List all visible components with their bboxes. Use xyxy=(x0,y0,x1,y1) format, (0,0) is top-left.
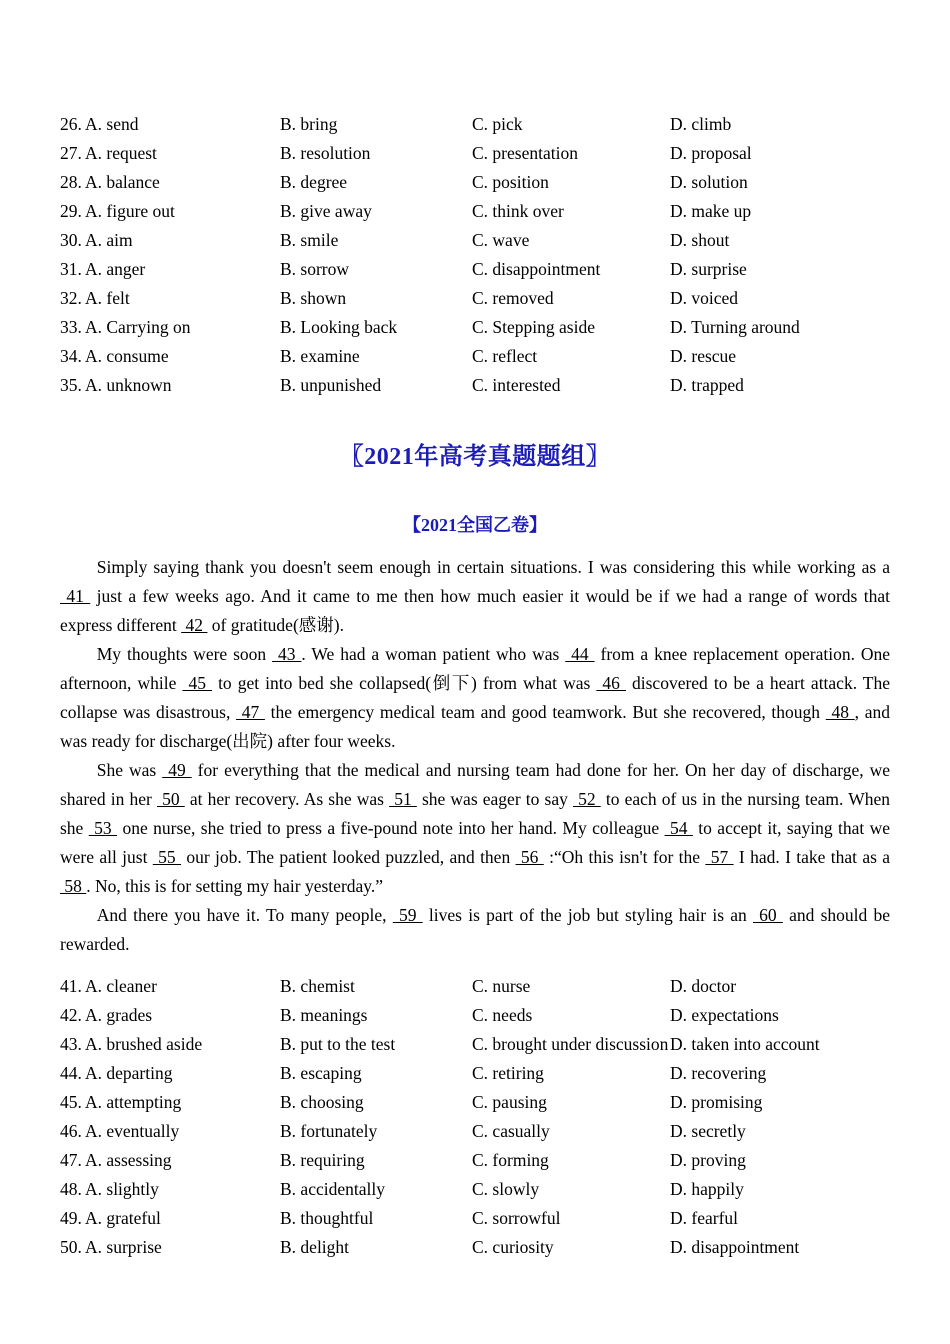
question-number: 43. xyxy=(60,1034,82,1054)
passage-paragraph xyxy=(60,756,890,901)
question-number: 35. xyxy=(60,375,82,395)
passage-text: She was xyxy=(96,760,163,780)
question-number: 50. xyxy=(60,1237,82,1257)
passage-text: our job. The patient looked puzzled, and then xyxy=(181,847,516,867)
option-row xyxy=(60,342,890,371)
question-number: 44. xyxy=(60,1063,82,1083)
question-number: 33. xyxy=(60,317,82,337)
answer-blank[interactable]: 52 xyxy=(572,789,601,809)
option-b[interactable]: B. meanings xyxy=(280,1005,368,1025)
option-a[interactable]: 34. A. consume xyxy=(60,342,280,371)
option-a[interactable]: 33. A. Carrying on xyxy=(60,313,280,342)
passage-text: . No, this is for setting my hair yesterday.” xyxy=(86,876,384,896)
question-number: 46. xyxy=(60,1121,82,1141)
option-b[interactable]: B. give away xyxy=(280,201,372,221)
option-row xyxy=(60,110,890,139)
option-row xyxy=(60,226,890,255)
option-c[interactable]: C. pick xyxy=(472,114,523,134)
passage-text: Simply saying thank you doesn't seem enough in certain situations. I was considering this while working as a xyxy=(96,557,890,577)
passage-text: the emergency medical team and good teamwork. But she recovered, though xyxy=(264,702,826,722)
option-d[interactable]: D. trapped xyxy=(670,375,744,395)
section-heading-sub: 【2021全国乙卷】 xyxy=(403,515,547,535)
option-c[interactable]: C. removed xyxy=(472,288,554,308)
option-d[interactable]: D. disappointment xyxy=(670,1237,800,1257)
option-b[interactable]: B. resolution xyxy=(280,143,371,163)
passage-text: discovered to be a heart attack. The collapse was disastrous, xyxy=(60,673,891,722)
option-a[interactable]: 28. A. balance xyxy=(60,168,280,197)
passage-text: My thoughts were soon xyxy=(96,644,273,664)
answer-blank[interactable]: 45 xyxy=(182,673,213,693)
option-row xyxy=(60,1088,890,1117)
option-d[interactable]: D. shout xyxy=(670,230,730,250)
option-row xyxy=(60,139,890,168)
option-row xyxy=(60,972,890,1001)
answer-blank[interactable]: 47 xyxy=(236,702,265,722)
option-d[interactable]: D. make up xyxy=(670,201,752,221)
answer-blank[interactable]: 46 xyxy=(596,673,626,693)
option-a[interactable]: 44. A. departing xyxy=(60,1059,280,1088)
option-c[interactable]: C. needs xyxy=(472,1005,533,1025)
option-d[interactable]: D. surprise xyxy=(670,259,747,279)
cloze-passage xyxy=(60,553,890,959)
option-a[interactable]: 47. A. assessing xyxy=(60,1146,280,1175)
passage-text: . We had a woman patient who was xyxy=(301,644,566,664)
option-a[interactable]: 41. A. cleaner xyxy=(60,972,280,1001)
passage-paragraph xyxy=(60,553,890,640)
option-c[interactable]: C. brought under discussion xyxy=(472,1034,669,1054)
question-number: 45. xyxy=(60,1092,82,1112)
answer-blank[interactable]: 54 xyxy=(664,818,693,838)
question-number: 31. xyxy=(60,259,82,279)
option-c[interactable]: C. casually xyxy=(472,1121,550,1141)
option-a[interactable]: 50. A. surprise xyxy=(60,1233,280,1262)
passage-text: to accept it, saying that we were all just xyxy=(60,818,891,867)
option-b[interactable]: B. Looking back xyxy=(280,317,398,337)
answer-blank[interactable]: 58 xyxy=(60,876,87,896)
option-d[interactable]: D. fearful xyxy=(670,1208,739,1228)
passage-paragraph xyxy=(60,901,890,959)
option-c[interactable]: C. interested xyxy=(472,375,561,395)
answer-blank[interactable]: 50 xyxy=(157,789,185,809)
option-row xyxy=(60,1204,890,1233)
option-row xyxy=(60,284,890,313)
option-d[interactable]: D. climb xyxy=(670,114,732,134)
option-c[interactable]: C. forming xyxy=(472,1150,549,1170)
answer-blank[interactable]: 43 xyxy=(272,644,302,664)
option-b[interactable]: B. thoughtful xyxy=(280,1208,374,1228)
option-a[interactable]: 26. A. send xyxy=(60,110,280,139)
answer-blank[interactable]: 49 xyxy=(162,760,192,780)
option-d[interactable]: D. solution xyxy=(670,172,748,192)
answer-blank[interactable]: 59 xyxy=(392,905,423,925)
question-number: 28. xyxy=(60,172,82,192)
option-d[interactable]: D. happily xyxy=(670,1179,744,1199)
option-d[interactable]: D. promising xyxy=(670,1092,763,1112)
option-c[interactable]: C. curiosity xyxy=(472,1237,554,1257)
option-d[interactable]: D. expectations xyxy=(670,1005,779,1025)
option-a[interactable]: 49. A. grateful xyxy=(60,1204,280,1233)
answer-blank[interactable]: 51 xyxy=(389,789,417,809)
option-b[interactable]: B. shown xyxy=(280,288,347,308)
answer-blank[interactable]: 55 xyxy=(152,847,182,867)
option-a[interactable]: 42. A. grades xyxy=(60,1001,280,1030)
passage-text: to get into bed she collapsed(倒下) from what was xyxy=(212,673,597,693)
passage-text: for everything that the medical and nursing team had done for her. On her day of discharge, we shared in her xyxy=(60,760,891,809)
passage-text: I had. I take that as a xyxy=(733,847,891,867)
passage-paragraph xyxy=(60,640,890,756)
option-row xyxy=(60,255,890,284)
answer-blank[interactable]: 60 xyxy=(752,905,783,925)
passage-text: she was eager to say xyxy=(416,789,573,809)
option-b[interactable]: B. smile xyxy=(280,230,339,250)
option-row xyxy=(60,1233,890,1262)
option-d[interactable]: D. Turning around xyxy=(670,317,800,337)
question-number: 27. xyxy=(60,143,82,163)
option-d[interactable]: D. voiced xyxy=(670,288,739,308)
question-number: 42. xyxy=(60,1005,82,1025)
option-b[interactable]: B. sorrow xyxy=(280,259,350,279)
option-c[interactable]: C. reflect xyxy=(472,346,538,366)
answer-blank[interactable]: 56 xyxy=(515,847,544,867)
option-row xyxy=(60,197,890,226)
question-number: 30. xyxy=(60,230,82,250)
option-a[interactable]: 43. A. brushed aside xyxy=(60,1030,280,1059)
option-row xyxy=(60,1059,890,1088)
answer-blank[interactable]: 41 xyxy=(60,586,91,606)
option-row xyxy=(60,168,890,197)
option-b[interactable]: B. chemist xyxy=(280,976,355,996)
option-row xyxy=(60,1001,890,1030)
question-number: 47. xyxy=(60,1150,82,1170)
option-c[interactable]: C. think over xyxy=(472,201,564,221)
question-number: 32. xyxy=(60,288,82,308)
passage-text: And there you have it. To many people, xyxy=(96,905,393,925)
option-b[interactable]: B. choosing xyxy=(280,1092,364,1112)
answer-blank[interactable]: 44 xyxy=(565,644,595,664)
option-a[interactable]: 46. A. eventually xyxy=(60,1117,280,1146)
answer-blank[interactable]: 48 xyxy=(825,702,855,722)
option-d[interactable]: D. proving xyxy=(670,1150,746,1170)
question-number: 48. xyxy=(60,1179,82,1199)
option-c[interactable]: C. retiring xyxy=(472,1063,544,1083)
option-b[interactable]: B. unpunished xyxy=(280,375,382,395)
option-a[interactable]: 35. A. unknown xyxy=(60,371,280,400)
answer-blank[interactable]: 42 xyxy=(181,615,208,635)
option-d[interactable]: D. secretly xyxy=(670,1121,746,1141)
option-a[interactable]: 29. A. figure out xyxy=(60,197,280,226)
passage-text: , and was ready for discharge(出院) after four weeks. xyxy=(60,702,890,751)
question-number: 49. xyxy=(60,1208,82,1228)
option-b[interactable]: B. escaping xyxy=(280,1063,362,1083)
answer-blank[interactable]: 57 xyxy=(705,847,734,867)
section-heading-main: 〖2021年高考真题题组〗 xyxy=(339,444,611,470)
option-a[interactable]: 31. A. anger xyxy=(60,255,280,284)
option-b[interactable]: B. fortunately xyxy=(280,1121,378,1141)
option-a[interactable]: 30. A. aim xyxy=(60,226,280,255)
option-a[interactable]: 32. A. felt xyxy=(60,284,280,313)
option-a[interactable]: 27. A. request xyxy=(60,139,280,168)
question-number: 26. xyxy=(60,114,82,134)
option-c[interactable]: C. sorrowful xyxy=(472,1208,561,1228)
option-b[interactable]: B. delight xyxy=(280,1237,350,1257)
option-c[interactable]: C. pausing xyxy=(472,1092,547,1112)
option-d[interactable]: D. recovering xyxy=(670,1063,767,1083)
question-number: 34. xyxy=(60,346,82,366)
option-row xyxy=(60,1117,890,1146)
option-row xyxy=(60,1175,890,1204)
options-block-41-50 xyxy=(60,972,890,1262)
option-a[interactable]: 45. A. attempting xyxy=(60,1088,280,1117)
options-block-26-35 xyxy=(60,110,890,400)
option-c[interactable]: C. nurse xyxy=(472,976,531,996)
option-b[interactable]: B. degree xyxy=(280,172,348,192)
option-c[interactable]: C. slowly xyxy=(472,1179,540,1199)
option-row xyxy=(60,313,890,342)
option-c[interactable]: C. wave xyxy=(472,230,530,250)
option-d[interactable]: D. rescue xyxy=(670,346,737,366)
answer-blank[interactable]: 53 xyxy=(88,818,118,838)
option-c[interactable]: C. disappointment xyxy=(472,259,601,279)
option-c[interactable]: C. Stepping aside xyxy=(472,317,595,337)
passage-text: and should be rewarded. xyxy=(60,905,891,954)
option-row xyxy=(60,1146,890,1175)
option-b[interactable]: B. accidentally xyxy=(280,1179,385,1199)
question-number: 29. xyxy=(60,201,82,221)
option-d[interactable]: D. doctor xyxy=(670,976,737,996)
option-row xyxy=(60,371,890,400)
option-b[interactable]: B. put to the test xyxy=(280,1034,396,1054)
passage-text: of gratitude(感谢). xyxy=(207,615,344,635)
question-number: 41. xyxy=(60,976,82,996)
option-d[interactable]: D. taken into account xyxy=(670,1034,820,1054)
passage-text: :“Oh this isn't for the xyxy=(543,847,706,867)
passage-text: at her recovery. As she was xyxy=(184,789,390,809)
passage-text: one nurse, she tried to press a five-pound note into her hand. My colleague xyxy=(117,818,665,838)
passage-text: from a knee replacement operation. One afternoon, while xyxy=(60,644,891,693)
option-a[interactable]: 48. A. slightly xyxy=(60,1175,280,1204)
option-c[interactable]: C. position xyxy=(472,172,549,192)
option-b[interactable]: B. requiring xyxy=(280,1150,365,1170)
passage-text: to each of us in the nursing team. When she xyxy=(60,789,890,838)
option-b[interactable]: B. bring xyxy=(280,114,338,134)
option-c[interactable]: C. presentation xyxy=(472,143,578,163)
option-row xyxy=(60,1030,890,1059)
passage-text: just a few weeks ago. And it came to me then how much easier it would be if we had a range of words that express different xyxy=(60,586,890,635)
option-d[interactable]: D. proposal xyxy=(670,143,752,163)
passage-text: lives is part of the job but styling hair is an xyxy=(422,905,753,925)
option-b[interactable]: B. examine xyxy=(280,346,360,366)
